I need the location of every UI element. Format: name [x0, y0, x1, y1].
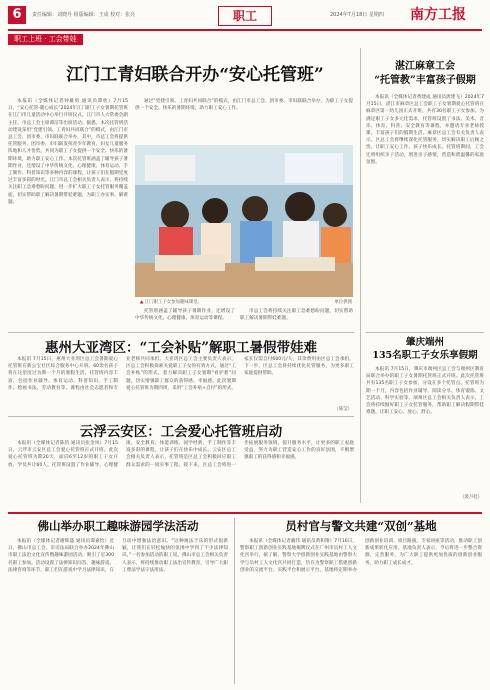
- zhaoqing-body: [366, 366, 484, 494]
- right-column-divider: [366, 332, 484, 333]
- jiangmen-body-col2: [135, 98, 353, 142]
- zhaoqing-author: （裘月桂）: [460, 495, 482, 500]
- zhanjiang-body-text: 本报讯（全媒体记者黄建成 通讯员唐建飞）2024年7月15日，湛江市麻章区总工会职工子女暑期爱心托管班在麻章区第一幼儿园正式开班，共有30名职工子女参加。为满足职工子女多元化需求，托管班设置了书法、美术、音乐、体育、科普、安全教育等课程，并邀请专业老师授课，丰富孩子们的假期生活。麻章区总工会有关负责人表示，区总工会将继续深化托管服务，切实解决职工后顾之忧，让职工安心工作、孩子快乐成长。托管班期间，工会还将组织亲子活动，增进亲子感情，营造和谐温馨的家庭氛围。: [366, 95, 484, 165]
- jiangmen-cont-text-1: 托管班涵盖了辅导孩子暑期作业，还增设了中华传统文化、心理健康、体育运动等课程。: [135, 309, 235, 322]
- section-kicker: 职工上班 · 工会带娃: [8, 34, 83, 45]
- jiangmen-continuation-1: [135, 308, 235, 330]
- divider-huizhou: [8, 332, 354, 333]
- caption-marker-icon: ▲: [140, 300, 144, 305]
- jiangmen-cont-text-2: 市总工会将持续关注职工急难愁盼问题，切实帮助职工解决暑期带娃难题。: [240, 309, 353, 322]
- huizhou-body-text: 本报讯 7月15日，惠州大亚湾区总工会暑期爱心托管班在新公宝社区综合服务中心开班。60余名孩子将在这里度过为期一个月的暑假生活。托管班内容丰富，包括作业辅导、体育运动、科普知识、手工制作、绘画书法、劳动教育等。课程由社会志愿者和专业老师共同承担。大亚湾区总工会主要负责人表示，区总工会积极探索关爱职工子女的有效方式，通过“工会补贴”的形式，着力解决职工子女暑期“看护难”问题，切实增强职工群众的获得感、幸福感。此次暑期爱心托管班为期四周，采用“工会补贴+自付”的形式，家长仅需自付600元/人，其余费用由区总工会承担。下一步，区总工会将持续优化托管服务，为更多职工家庭提供帮助。: [8, 357, 354, 391]
- yuancun-body-text: 本报讯（全媒体记者戴伟 通讯员黄和翔）7月16日，警察职工创新创业实践基地揭牌仪式在广州市员村工人文化宫举行。据了解，警察大学创新创业实践基地由警察大学与员村工人文化宫共同打造，旨在为警察职工搭建创新创业的交流平台、实践平台和展示平台。基地将定期举办创新创业培训、项目路演、专家讲座等活动，推动职工创新成果转化应用。基地负责人表示，今后将进一步整合资源，完善服务，为广大职工提供更加优质的创新创业服务，助力职工成长成才。: [240, 539, 482, 573]
- zhaoqing-headline-line1: 肇庆端州: [405, 337, 444, 348]
- page-header: [0, 0, 490, 30]
- bottom-column-divider: [234, 518, 235, 684]
- section-badge: 职工: [218, 6, 272, 26]
- yunfu-headline: 云浮云安区：工会爱心托管班启动: [79, 424, 283, 440]
- huizhou-headline: 惠州大亚湾区：“工会补贴”解职工暑假带娃难: [44, 340, 318, 356]
- yuancun-body: [240, 538, 482, 684]
- masthead-logo: 南方工报: [410, 7, 466, 23]
- zhaoqing-headline: [366, 336, 484, 362]
- jiangmen-body-col1: [8, 98, 128, 306]
- huizhou-author: （陈莹）: [334, 407, 352, 412]
- editor-line: 责任编辑：刘晓丹 组版编辑：王成 校对：张亮: [32, 12, 136, 18]
- yuancun-headline: 员村官与警文共建“双创”基地: [285, 519, 437, 533]
- zhanjiang-headline-line2: “托管教”丰富孩子假期: [374, 75, 476, 86]
- foshan-headline: 佛山举办职工趣味游园学法活动: [37, 519, 199, 533]
- zhanjiang-headline: [366, 60, 484, 88]
- zhanjiang-body: [366, 94, 484, 326]
- jiangmen-body-text: 本报讯（全媒体记者钟雄勇 通讯员谭欣）7月15日，“安心托管·暖心成长”2024年江门职工子女暑期托管班在江门市儿童活动中心举行开班仪式。江门市人大常委会副主任、市总工会主席谭洁等出席活动。据悉，本次托管班活动建设采用“党建引领、工青妇共同联合”的模式，由江门市总工会、团市委、市妇联联合举办，其中，市总工会将提供托管服务，团市委、市妇联发挥青少年教育、妇女儿童服务阵地和人才优势，共同为职工子女提供一个安全、快乐的暑期环境，助力职工安心工作。本次托管班涵盖了辅导孩子暑期作业，还增设了中华传统文化、心理健康、体育运动、手工制作、科普知识等多种内容的课程，让孩子们在假期里度过丰富多彩的时光。江门市总工会相关负责人表示，将持续关注职工急难愁盼问题，进一步扩大职工子女托管服务覆盖面，切实帮助职工解决暑期带娃难题，为职工办实事、解难题。: [8, 99, 128, 205]
- jiangmen-photo-credit: 单位供图: [334, 300, 352, 305]
- date-line: 2024年7月18日 星期四: [330, 12, 384, 18]
- zhaoqing-body-text: 本报讯 7月15日，肇庆市端州区总工会与端州区教育局联合举办的职工子女暑期托管班正式开班。此次托管班共有135名职工子女参加，分设在多个托管点。托管班为期一个月，内容包括作业辅导、阅读分享、体育锻炼、文艺活动、科学实验等。端州区总工会相关负责人表示，工会将持续做好职工子女托管服务，帮助职工解决假期带娃难题，让职工安心、放心、舒心。: [366, 367, 484, 416]
- column-divider-right: [360, 48, 361, 503]
- divider-yunfu: [8, 416, 354, 417]
- jiangmen-continuation-2: [240, 308, 353, 330]
- jiangmen-photo-caption: [140, 299, 290, 305]
- jiangmen-body-intro: 通过“党建引领、工青妇共同联合”的模式，由江门市总工会、团市委、市妇联联合举办，为职工子女提供一个安全、快乐的暑期环境，助力职工安心工作。: [135, 99, 353, 112]
- page-number: 6: [8, 6, 26, 24]
- yunfu-body: [8, 440, 354, 506]
- zhanjiang-headline-line1: 湛江麻章工会: [395, 61, 455, 72]
- foshan-body: [8, 538, 228, 684]
- classroom-photo-illustration: [135, 145, 353, 297]
- header-rule: [8, 29, 482, 31]
- zhaoqing-headline-line2: 135名职工子女乐享假期: [372, 350, 478, 361]
- jiangmen-headline: 江门工青妇联合开办“安心托管班”: [66, 65, 324, 85]
- yunfu-body-text: 本报讯（全媒体记者陈钧 通讯员张金凤）7月15日，云浮市云安区总工会爱心托管班正式开班。此次爱心托管班为期20天，面向6至12岁的职工子女开放，学员共计60人。托管班设置了作业辅导、心理健康、安全教育、体能训练、国学经典、手工制作等丰富多彩的课程，让孩子们在快乐中成长。云安区总工会相关负责人表示，托管班是区总工会积极回应职工群众需求的一项实事工程，接下来，区总工会将进一步拓展服务领域，提升服务水平，让更多的职工家庭受益，努力为职工营造安心工作的良好氛围，不断增强职工的获得感和幸福感。: [8, 441, 354, 468]
- jiangmen-photo: [135, 145, 353, 297]
- caption-text: 江门职工子女参加趣味课堂。: [144, 300, 202, 305]
- bottom-section-rule: [8, 512, 482, 514]
- huizhou-body: [8, 356, 354, 408]
- foshan-body-text: 本报讯（全媒体记者谢辉盛 通讯员谭嘉怡）近日，佛山市总工会、市司法局联合举办2024年佛山市职工法治文化宣传暨趣味游园活动，吸引了近300名职工参加。活动设置了法律知识问答、趣味游戏、法律咨询等环节，职工们在游戏中学习法律知识，在互动中增强法治意识。“这种寓法于乐的形式很新颖，让我们在轻松愉快的氛围中学到了不少法律知识。”一名参加活动的职工说。佛山市总工会相关负责人表示，将持续推动职工法治宣传教育，引导广大职工尊法学法守法用法。: [8, 539, 228, 573]
